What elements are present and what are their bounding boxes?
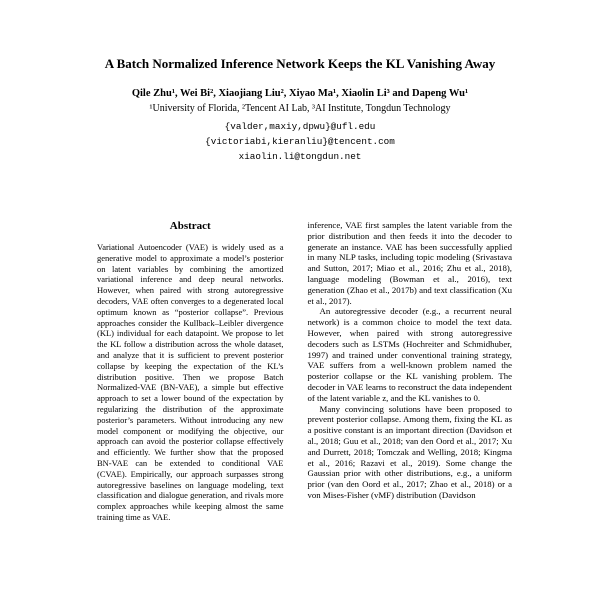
authors-line: Qile Zhu¹, Wei Bi², Xiaojiang Liu², Xiyao Ma¹, Xiaolin Li³ and Dapeng Wu¹ xyxy=(131,88,469,99)
two-column-body xyxy=(88,220,512,523)
affiliations-line: ¹University of Florida, ²Tencent AI Lab, ³AI Institute, Tongdun Technology xyxy=(149,103,451,114)
emails-block xyxy=(88,119,512,164)
email-line: xiaolin.li@tongdun.net xyxy=(238,151,362,162)
left-column xyxy=(88,220,293,523)
email-line: {victoriabi,kieranliu}@tencent.com xyxy=(205,136,395,147)
paper-title: A Batch Normalized Inference Network Keeps the KL Vanishing Away xyxy=(104,56,496,71)
body-paragraph: inference, VAE first samples the latent variable from the prior distribution and then feeds it into the decoder to generate an instance. VAE has been successfully applied in many NLP tasks, including topic modeling (Srivastava and Sutton, 2017; Miao et al., 2016; Zhu et al., 2018), language modeling (Bowman et al., 2016), text generation (Zhao et al., 2017b) and text classification (Xu et al., 2017). xyxy=(307,220,512,306)
abstract-text: Variational Autoencoder (VAE) is widely used as a generative model to approximate a model’s posterior on latent variables by combining the amortized variational inference and deep neural networks. However, when paired with strong autoregressive decoders, VAE often converges to a degenerated local optimum known as “posterior collapse”. Previous approaches consider the Kullback–Leibler divergence (KL) individual for each datapoint. We propose to let the KL follow a distribution across the whole dataset, and analyze that it is sufficient to prevent posterior collapse by keeping the expectation of the KL’s distribution positive. Then we propose Batch Normalized-VAE (BN-VAE), a simple but effective approach to set a lower bound of the expectation by regularizing the distribution of the approximate posterior’s parameters. Without introducing any new model component or modifying the objective, our approach can avoid the posterior collapse effectively and efficiently. We further show that the proposed BN-VAE can be extended to conditional VAE (CVAE). Empirically, our approach surpasses strong autoregressive baselines on language modeling, text classification and dialogue generation, and rivals more complex approaches while keeping almost the same training time as VAE. xyxy=(97,242,284,522)
right-column xyxy=(308,220,513,523)
email-line: {valder,maxiy,dpwu}@ufl.edu xyxy=(224,121,376,132)
abstract-heading: Abstract xyxy=(169,220,211,232)
body-paragraph: Many convincing solutions have been proposed to prevent posterior collapse. Among them, fixing the KL as a positive constant is an important direction (Davidson et al., 2018; Guu et al., 2018; van den Oord et al., 2017; Xu and Durrett, 2018; Tomczak and Welling, 2018; Kingma et al., 2016; Razavi et al., 2019). Some change the Gaussian prior with other distributions, e.g., a uniform prior (van den Oord et al., 2017; Zhao et al., 2018) or a von Mises-Fisher (vMF) distribution (Davidson xyxy=(307,403,512,500)
body-paragraph: An autoregressive decoder (e.g., a recurrent neural network) is a common choice to model the text data. However, when paired with strong autoregressive decoders such as LSTMs (Hochreiter and Schmidhuber, 1997) and trained under conventional training strategy, VAE suffers from a well-known problem named the posterior collapse or the KL vanishing problem. The decoder in VAE learns to reconstruct the data independent of the latent variable z, and the KL vanishes to 0. xyxy=(307,306,512,403)
